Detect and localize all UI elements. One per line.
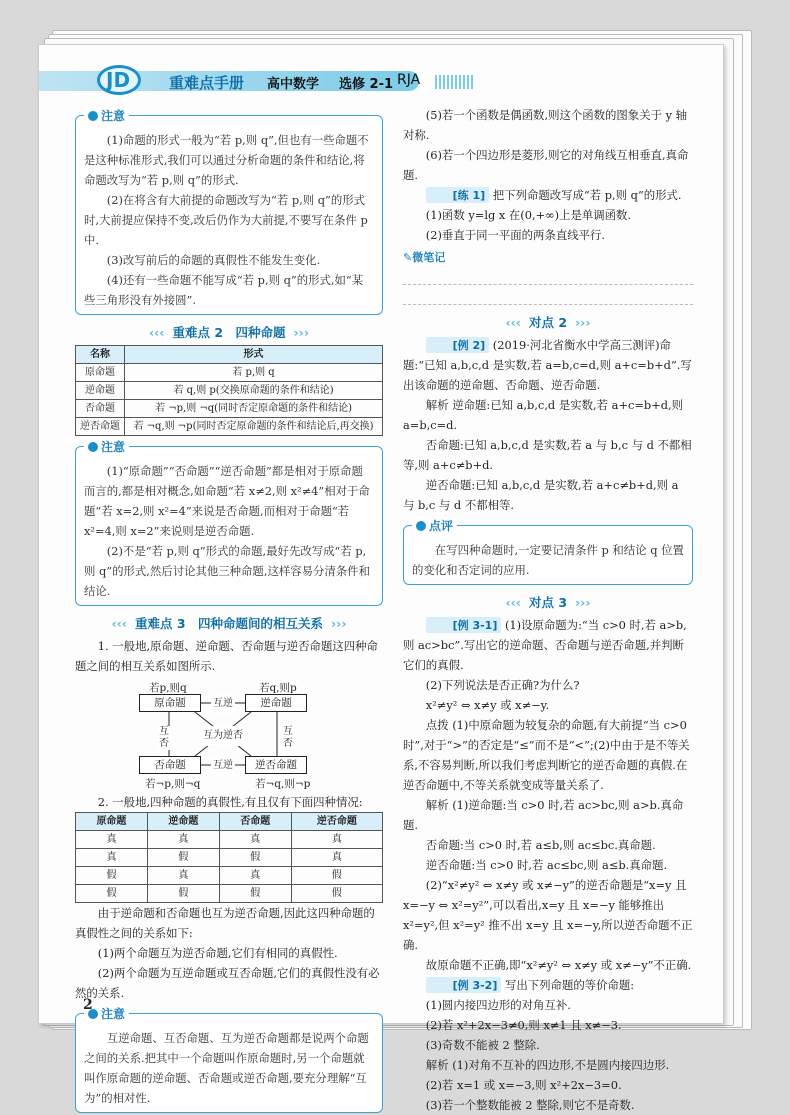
series-title: 重难点手册	[169, 74, 245, 92]
note-tag: 注意	[84, 1005, 129, 1022]
table-cell: 假	[147, 849, 219, 867]
table-header: 逆否命题	[291, 813, 382, 831]
note-box-3	[75, 1007, 383, 1113]
table-cell: 真	[147, 867, 219, 885]
solution-paragraph: 逆否命题:当 c>0 时,若 ac≤bc,则 a≤b.真命题.	[425, 858, 668, 872]
relation-label: 互否	[283, 726, 293, 749]
memo-label	[403, 249, 693, 265]
memo-text: 微笔记	[412, 251, 446, 264]
example-label: [例 3-1]	[426, 617, 502, 633]
example-text: 写出下列命题的等价命题:	[504, 978, 635, 992]
section-heading-3: ‹‹‹ 重难点 3 四种命题间的相互关系 ›››	[111, 616, 347, 631]
table-cell: 若 q,则 p(交换原命题的条件和结论)	[125, 382, 383, 400]
paragraph: 2. 一般地,四种命题的真假性,有且仅有下面四种情况:	[97, 795, 363, 809]
table-row	[76, 364, 383, 382]
relation-label: 互否	[159, 726, 169, 749]
paragraph: (3)奇数不能被 2 整除.	[425, 1038, 540, 1052]
table-row	[76, 885, 383, 903]
subject-label: 高中数学	[267, 77, 320, 92]
paragraph: (2)两个命题为互逆命题或互否命题,它们的真假性没有必然的关系.	[75, 966, 380, 1000]
paragraph: (1)函数 y=lg x 在(0,+∞)上是单调函数.	[425, 208, 632, 222]
page-header	[39, 67, 725, 97]
four-propositions-table	[75, 345, 383, 436]
table-cell: 若 ¬q,则 ¬p(同时否定原命题的条件和结论后,再交换)	[125, 418, 383, 436]
review-paragraph: 在写四种命题时,一定要记清条件 p 和结论 q 位置的变化和否定词的应用.	[412, 543, 684, 577]
solution-paragraph: (3)若一个整数能被 2 整除,则它不是奇数.	[425, 1098, 635, 1112]
paragraph: x²≠y² ⇔ x≠y 或 x≠−y.	[425, 698, 550, 712]
node-inverse: 否命题	[139, 756, 201, 774]
note-box-2	[75, 440, 383, 606]
table-cell: 假	[76, 867, 148, 885]
table-cell: 否命题	[76, 400, 125, 418]
node-formula: 若q,则p	[259, 682, 297, 694]
table-cell: 逆否命题	[76, 418, 125, 436]
truth-table	[75, 812, 383, 903]
node-original: 原命题	[139, 694, 201, 712]
paragraph: 1. 一般地,原命题、逆命题、否命题与逆否命题这四种命题之间的相互关系如图所示.	[75, 639, 378, 673]
paragraph: 由于逆命题和否命题也互为逆否命题,因此这四种命题的真假性之间的关系如下:	[75, 906, 375, 940]
example-3-1	[403, 615, 693, 675]
solution-paragraph: (2)若 x=1 或 x=−3,则 x²+2x−3=0.	[425, 1078, 622, 1092]
book-label: 选修 2-1	[339, 77, 394, 92]
note-paragraph: (2)不是“若 p,则 q”形式的命题,最好先改写成“若 p,则 q”的形式,然后讨论其他三种命题,这样容易分清条件和结论.	[84, 544, 370, 598]
solution-paragraph: 否命题:已知 a,b,c,d 是实数,若 a 与 b,c 与 d 不都相等,则 a+c≠b+d.	[403, 438, 692, 472]
paragraph: (2)下列说法是否正确?为什么?	[425, 678, 580, 692]
note-paragraph: (1)“原命题”“否命题”“逆否命题”都是相对于原命题而言的,都是相对概念,如命题“若 x≠2,则 x²≠4”相对于命题“若 x=2,则 x²=4”来说是否命题,而相对于命题“若 x²=4,则 x=2”来说则是逆否命题.	[84, 464, 370, 538]
node-converse: 逆命题	[245, 694, 307, 712]
section-heading-2: ‹‹‹ 重难点 2 四种命题 ›››	[149, 325, 309, 340]
solution-paragraph: 解析 (1)逆命题:当 c>0 时,若 ac>bc,则 a>b.真命题.	[403, 798, 684, 832]
example-3-2	[403, 975, 693, 995]
paragraph: (2)垂直于同一平面的两条直线平行.	[425, 228, 606, 242]
paragraph: (1)圆内接四边形的对角互补.	[425, 998, 571, 1012]
section-title: 重难点 3 四种命题间的相互关系	[134, 616, 324, 631]
solution-paragraph: 解析 逆命题:已知 a,b,c,d 是实数,若 a+c=b+d,则 a=b,c=d.	[403, 398, 684, 432]
exercise-label: [练 1]	[426, 187, 489, 203]
table-cell: 真	[219, 867, 291, 885]
node-formula: 若p,则q	[149, 682, 187, 694]
example-text: (2019·河北省衡水中学高三测评)命题:“已知 a,b,c,d 是实数,若 a=b,c=d,则 a+c=b+d”.写出该命题的逆命题、否命题、逆否命题.	[403, 338, 692, 392]
section-title: 对点 2	[528, 315, 568, 330]
review-tag: 点评	[412, 517, 457, 534]
memo-line	[403, 285, 693, 305]
table-header: 原命题	[76, 813, 148, 831]
table-header: 逆命题	[147, 813, 219, 831]
table-cell: 真	[291, 849, 382, 867]
section-title: 对点 3	[528, 595, 568, 610]
relation-label: 互逆	[211, 756, 235, 776]
brand-logo-icon	[97, 65, 141, 95]
relation-diagram	[75, 678, 383, 788]
table-row	[76, 849, 383, 867]
example-label: [例 2]	[426, 337, 489, 353]
note-paragraph: 互逆命题、互否命题、互为逆否命题都是说两个命题之间的关系.把其中一个命题叫作原命题时,另一个命题就叫作原命题的逆命题、否命题或逆否命题,要充分理解“互为”的相对性.	[84, 1031, 369, 1105]
memo-line	[403, 265, 693, 285]
note-paragraph: (4)还有一些命题不能写成“若 p,则 q”的形式,如“某些三角形没有外接圆”.	[84, 273, 364, 307]
table-row	[76, 400, 383, 418]
node-contrapositive: 逆否命题	[245, 756, 307, 774]
logo-text: JD	[106, 68, 131, 92]
table-header: 名称	[76, 346, 125, 364]
example-text: (1)设原命题为:“当 c>0 时,若 a>b,则 ac>bc”.写出它的逆命题、否命题与逆否命题,并判断它们的真假.	[403, 618, 687, 672]
table-cell: 假	[219, 849, 291, 867]
note-paragraph: (3)改写前后的命题的真假性不能发生变化.	[106, 253, 321, 267]
table-cell: 假	[147, 885, 219, 903]
table-row	[76, 867, 383, 885]
example-label: [例 3-2]	[426, 977, 502, 993]
review-box	[403, 519, 693, 585]
section-heading-d2: ‹‹‹ 对点 2 ›››	[505, 315, 591, 330]
table-row	[76, 418, 383, 436]
paragraph: (2)若 x²+2x−3≠0,则 x≠1 且 x≠−3.	[425, 1018, 622, 1032]
solution-paragraph: (2)“x²≠y² ⇔ x≠y 或 x≠−y”的逆否命题是“x=y 且 x=−y ⇔ x²=y²”,可以看出,x=y 且 x=−y 能够推出 x²=y²,但 x²=y² 推不出 x=y 且 x=−y,所以逆否命题不正确.	[403, 878, 693, 952]
edition-label: RJA	[397, 72, 421, 88]
table-cell: 真	[76, 831, 148, 849]
relation-label: 互为逆否	[201, 726, 245, 746]
table-cell: 假	[76, 885, 148, 903]
table-header: 形式	[125, 346, 383, 364]
solution-paragraph: 逆否命题:已知 a,b,c,d 是实数,若 a+c≠b+d,则 a 与 b,c 与 d 不都相等.	[403, 478, 679, 512]
note-tag: 注意	[84, 107, 129, 124]
paragraph: (6)若一个四边形是菱形,则它的对角线互相垂直,真命题.	[403, 148, 689, 182]
table-header: 否命题	[219, 813, 291, 831]
note-paragraph: (2)在将含有大前提的命题改写为“若 p,则 q”的形式时,大前提应保持不变,改后仍作为大前提,不要写在条件 p 中.	[84, 193, 368, 247]
book-page	[38, 44, 724, 1112]
relation-label: 互逆	[211, 694, 235, 714]
note-tag: 注意	[84, 438, 129, 455]
table-row	[76, 382, 383, 400]
table-cell: 若 ¬p,则 ¬q(同时否定原命题的条件和结论)	[125, 400, 383, 418]
exercise-1	[403, 185, 693, 205]
table-cell: 真	[291, 831, 382, 849]
solution-paragraph: 否命题:当 c>0 时,若 a≤b,则 ac≤bc.真命题.	[425, 838, 656, 852]
right-column	[403, 105, 693, 1115]
example-2	[403, 335, 693, 395]
header-dots-decoration	[435, 75, 475, 89]
node-formula: 若¬p,则¬q	[145, 778, 201, 790]
table-cell: 真	[76, 849, 148, 867]
section-heading-d3: ‹‹‹ 对点 3 ›››	[505, 595, 591, 610]
table-cell: 假	[291, 885, 382, 903]
exercise-text: 把下列命题改写成“若 p,则 q”的形式.	[492, 188, 682, 202]
table-cell: 真	[147, 831, 219, 849]
left-column	[75, 105, 383, 1113]
table-cell: 真	[219, 831, 291, 849]
node-formula: 若¬q,则¬p	[255, 778, 311, 790]
note-box-1	[75, 109, 383, 315]
table-cell: 假	[291, 867, 382, 885]
pencil-icon: ✎	[403, 251, 413, 264]
note-paragraph: (1)命题的形式一般为“若 p,则 q”,但也有一些命题不是这种标准形式,我们可以通过分析命题的条件和结论,将命题改写为“若 p,则 q”的形式.	[84, 133, 369, 187]
table-cell: 原命题	[76, 364, 125, 382]
table-row	[76, 831, 383, 849]
table-cell: 若 p,则 q	[125, 364, 383, 382]
solution-paragraph: 故原命题不正确,即“x²≠y² ⇔ x≠y 或 x≠−y”不正确.	[425, 958, 692, 972]
section-title: 重难点 2 四种命题	[172, 325, 286, 340]
paragraph: (1)两个命题互为逆否命题,它们有相同的真假性.	[97, 946, 338, 960]
paragraph: (5)若一个函数是偶函数,则这个函数的图象关于 y 轴对称.	[403, 108, 688, 142]
table-cell: 逆命题	[76, 382, 125, 400]
page-number: 2	[83, 997, 93, 1013]
tip-paragraph: 点拨 (1)中原命题为较复杂的命题,有大前提“当 c>0 时”,对于“>”的否定是“≤”而不是“<”;(2)中由于是不等关系,不容易判断,所以我们考虑判断它的逆否命题的真假.在逆否命题中,不等关系就变成等量关系了.	[403, 718, 690, 792]
solution-paragraph: 解析 (1)对角不互补的四边形,不是圆内接四边形.	[425, 1058, 670, 1072]
table-cell: 假	[219, 885, 291, 903]
